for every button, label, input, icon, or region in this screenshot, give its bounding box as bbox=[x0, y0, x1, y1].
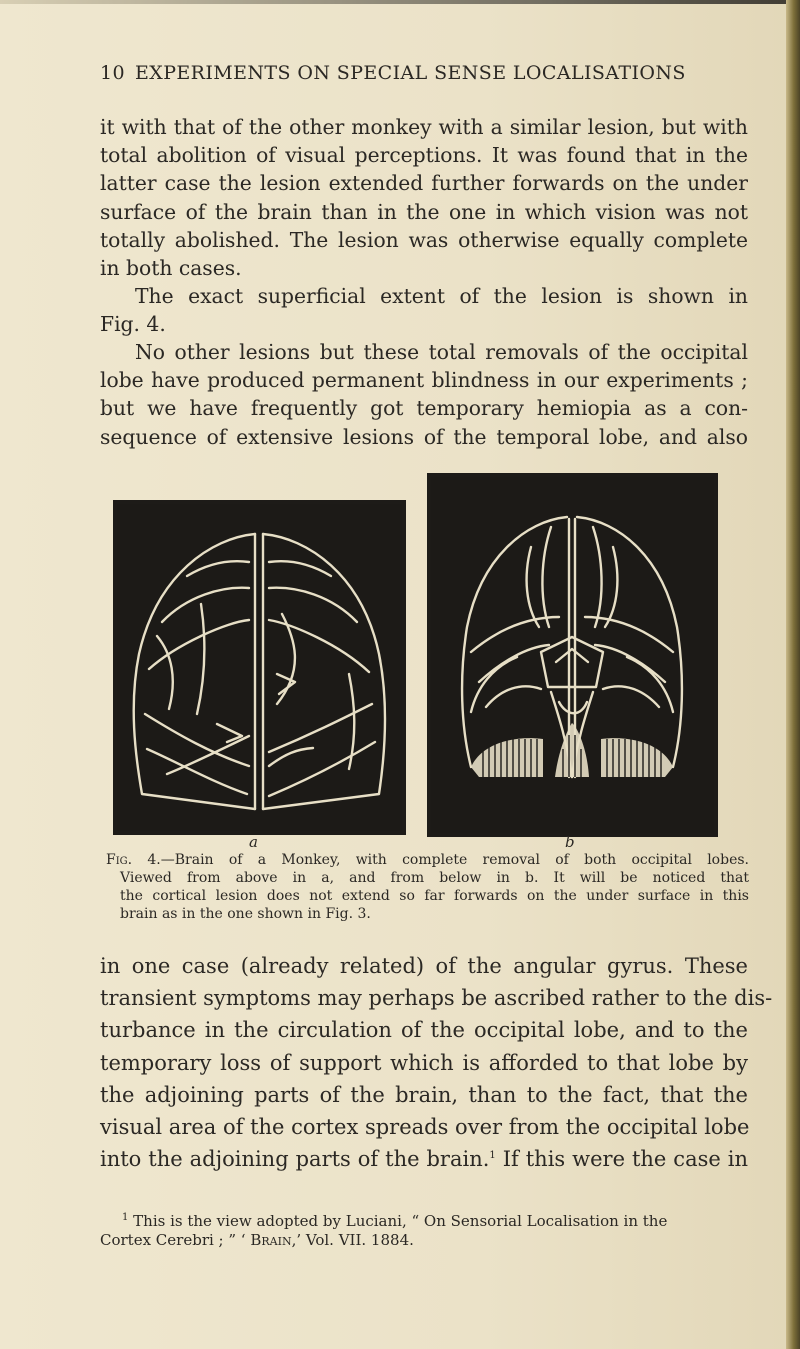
text-line: totally abolished. The lesion was otherwise equally complete bbox=[100, 227, 748, 252]
page-edge-binding bbox=[786, 0, 800, 1349]
caption-line: brain as in the one shown in Fig. 3. bbox=[120, 906, 371, 922]
text-line: sequence of extensive lesions of the temporal lobe, and also bbox=[100, 424, 748, 449]
text-line: transient symptoms may perhaps be ascribed rather to the dis- bbox=[100, 986, 773, 1011]
figure-label-a: a bbox=[249, 833, 258, 851]
text-line: lobe have produced permanent blindness in our experiments ; bbox=[100, 368, 748, 393]
text-line: Fig. 4. bbox=[100, 312, 166, 337]
text-line: it with that of the other monkey with a similar lesion, but with bbox=[100, 115, 748, 139]
text-line: No other lesions but these total removals of the occipital bbox=[135, 340, 748, 364]
paragraph-4 bbox=[100, 950, 773, 1175]
brain-top-view-illustration bbox=[117, 504, 402, 831]
caption-line bbox=[106, 851, 749, 869]
caption-label: Fig. 4. bbox=[106, 852, 161, 868]
paragraph-2 bbox=[100, 282, 748, 338]
footnote-text: This is the view adopted by Luciani, “ On Sensorial Localisation in the bbox=[133, 1212, 668, 1230]
text-line: but we have frequently got temporary hemiopia as a con- bbox=[100, 396, 748, 421]
text-span: If this were the case in bbox=[495, 1147, 748, 1172]
footnote-text: Cortex Cerebri ; ” ‘ bbox=[100, 1231, 251, 1249]
text-span: into the adjoining parts of the brain. bbox=[100, 1147, 490, 1172]
text-line: turbance in the circulation of the occipital lobe, and to the bbox=[100, 1018, 748, 1043]
text-line: The exact superficial extent of the lesion is shown in bbox=[135, 284, 748, 308]
text-line: in one case (already related) of the angular gyrus. These bbox=[100, 954, 748, 978]
running-title: EXPERIMENTS ON SPECIAL SENSE LOCALISATIONS bbox=[135, 62, 686, 84]
text-line: visual area of the cortex spreads over from the occipital lobe bbox=[100, 1115, 750, 1140]
top-edge-shadow bbox=[0, 0, 800, 4]
footnote-line bbox=[100, 1212, 748, 1231]
footnote-text: ,’ Vol. VII. 1884. bbox=[291, 1231, 414, 1249]
footnote-reference: 1 bbox=[489, 1150, 496, 1162]
page-number: 10 bbox=[100, 62, 125, 84]
text-line bbox=[100, 1143, 748, 1175]
caption-line: the cortical lesion does not extend so far forwards on the under surface in this bbox=[120, 888, 749, 904]
text-line: surface of the brain than in the one in which vision was not bbox=[100, 199, 748, 224]
footnote bbox=[100, 1212, 748, 1250]
text-line: temporary loss of support which is afforded to that lobe by bbox=[100, 1050, 748, 1075]
text-line: in both cases. bbox=[100, 256, 242, 281]
figure-caption bbox=[106, 851, 749, 923]
footnote-marker: 1 bbox=[122, 1212, 129, 1223]
text-line: total abolition of visual perceptions. It was found that in the bbox=[100, 143, 748, 168]
text-line: latter case the lesion extended further forwards on the under bbox=[100, 171, 748, 196]
brain-under-surface-illustration bbox=[431, 477, 714, 833]
journal-name: Brain bbox=[250, 1231, 292, 1249]
figure-panel-b bbox=[427, 473, 718, 837]
caption-line: Viewed from above in a, and from below in b. It will be noticed that bbox=[120, 870, 749, 886]
footnote-line bbox=[100, 1231, 748, 1250]
text-line: the adjoining parts of the brain, than to the fact, that the bbox=[100, 1082, 748, 1107]
caption-text: —Brain of a Monkey, with complete removal of both occipital lobes. bbox=[160, 852, 749, 868]
figure-panel-a bbox=[113, 500, 406, 835]
paragraph-3 bbox=[100, 338, 748, 451]
figure-label-b: b bbox=[565, 833, 575, 851]
paragraph-1 bbox=[100, 113, 748, 282]
